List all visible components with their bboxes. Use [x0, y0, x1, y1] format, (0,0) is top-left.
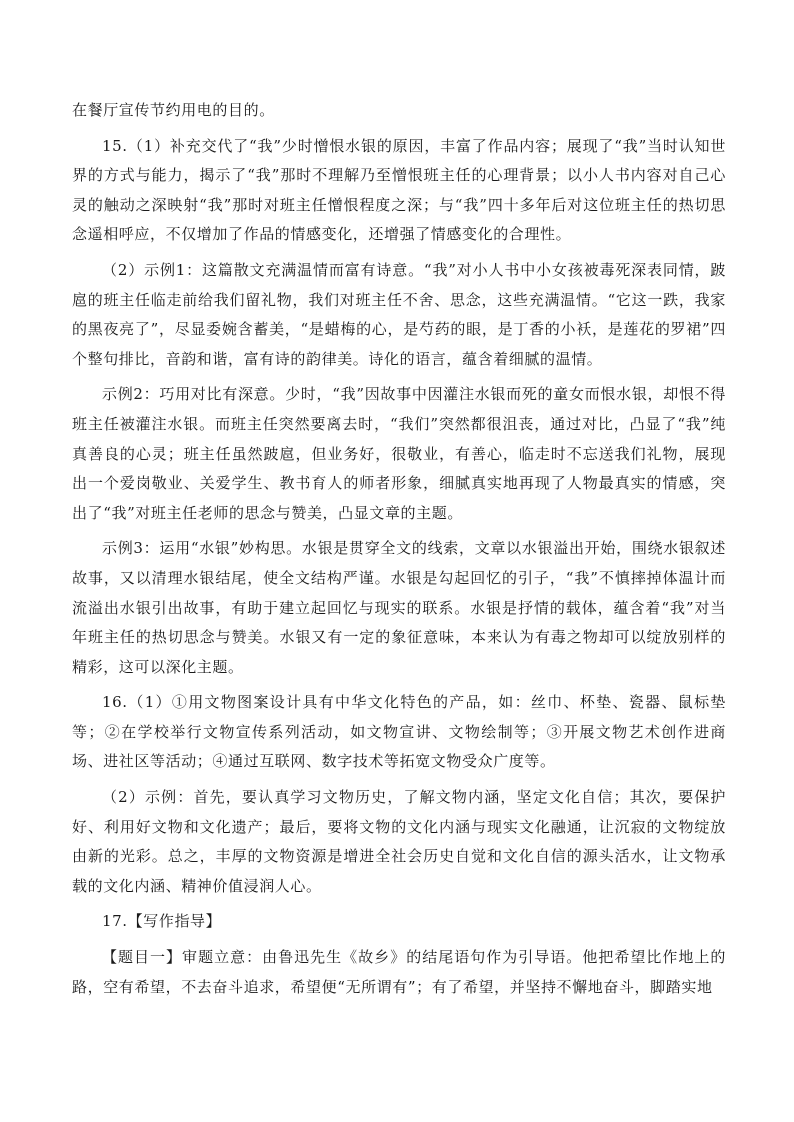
document-page [72, 96, 726, 1002]
answer-15-part-1: 15.（1）补充交代了“我”少时憎恨水银的原因，丰富了作品内容；展现了“我”当时认知世界的方式与能力，揭示了“我”那时不理解乃至憎恨班主任的心理背景；以小人书内容对自己心灵的触动之深映射“我”那时对班主任憎恨程度之深；与“我”四十多年后对这位班主任的热切思念遥相呼应，不仅增加了作品的情感变化，还增强了情感变化的合理性。 [72, 136, 726, 244]
answer-16-part-1: 16.（1）①用文物图案设计具有中华文化特色的产品，如：丝巾、杯垫、瓷器、鼠标垫等；②在学校举行文物宣传系列活动，如文物宣讲、文物绘制等；③开展文物艺术创作进商场、进社区等活动；④通过互联网、数字技术等拓宽文物受众广度等。 [72, 693, 726, 771]
answer-15-part-2-example-1: （2）示例1：这篇散文充满温情而富有诗意。“我”对小人书中小女孩被毒死深表同情，跛扈的班主任临走前给我们留礼物，我们对班主任不舍、思念，这些充满温情。“它这一跌，我家的黑夜亮了”，尽显委婉含蓄美，“是蜡梅的心，是芍药的眼，是丁香的小袄，是莲花的罗裙”四个整句排比，音韵和谐，富有诗的韵律美。诗化的语言，蕴含着细腻的温情。 [72, 260, 726, 368]
answer-15-part-2-example-3: 示例3：运用“水银”妙构思。水银是贯穿全文的线索，文章以水银溢出开始，围绕水银叙述故事，又以清理水银结尾，使全文结构严谨。水银是勾起回忆的引子，“我”不慎摔掉体温计而流溢出水银引出故事，有助于建立起回忆与现实的联系。水银是抒情的载体，蕴含着“我”对当年班主任的热切思念与赞美。水银又有一定的象征意味，本来认为有毒之物却可以绽放别样的精彩，这可以深化主题。 [72, 539, 726, 676]
answer-15-part-2-example-2: 示例2：巧用对比有深意。少时，“我”因故事中因灌注水银而死的童女而恨水银，却恨不得班主任被灌注水银。而班主任突然要离去时，“我们”突然都很沮丧，通过对比，凸显了“我”纯真善良的心灵；班主任虽然跛扈，但业务好，很敬业，有善心，临走时不忘送我们礼物，展现出一个爱岗敬业、关爱学生、教书育人的师者形象，细腻真实地再现了人物最真实的情感，突出了“我”对班主任老师的思念与赞美，凸显文章的主题。 [72, 385, 726, 522]
answer-17-heading: 17.【写作指导】 [102, 912, 222, 931]
paragraph-continuation: 在餐厅宣传节约用电的目的。 [72, 101, 275, 119]
answer-17-topic-1: 【题目一】审题立意：由鲁迅先生《故乡》的结尾语句作为引导语。他把希望比作地上的路，空有希望，不去奋斗追求，希望便“无所谓有”；有了希望，并坚持不懈地奋斗，脚踏实地 [72, 948, 726, 996]
answer-16-part-2: （2）示例：首先，要认真学习文物历史，了解文物内涵，坚定文化自信；其次，要保护好、利用好文物和文化遗产；最后，要将文物的文化内涵与现实文化融通，让沉寂的文物绽放由新的光彩。总之，丰厚的文物资源是增进全社会历史自觉和文化自信的源头活水，让文物承载的文化内涵、精神价值浸润人心。 [72, 788, 726, 895]
